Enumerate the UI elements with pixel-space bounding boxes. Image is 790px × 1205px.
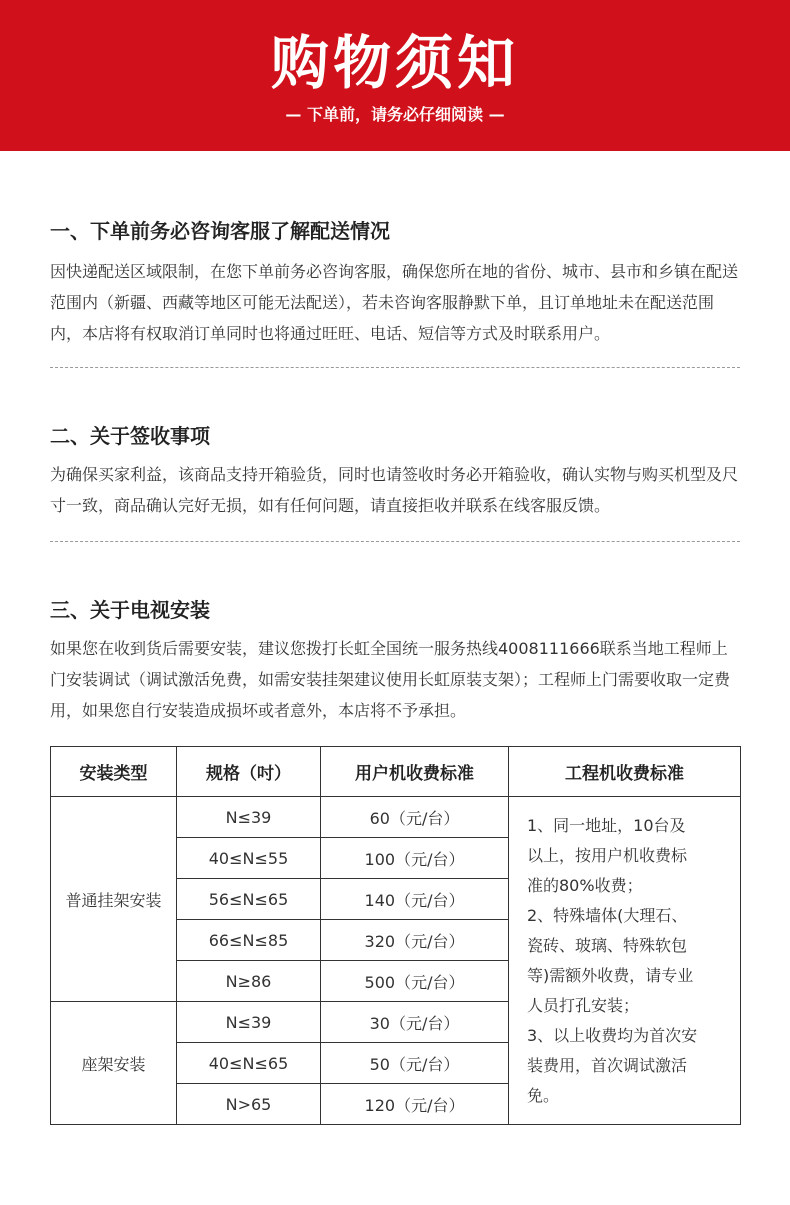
price-cell: 500（元/台） <box>321 961 509 1002</box>
spec-cell: N≤39 <box>177 1002 321 1043</box>
price-cell: 50（元/台） <box>321 1043 509 1084</box>
header-install-type: 安装类型 <box>51 747 177 797</box>
page-subtitle: — 下单前，请务必仔细阅读 — <box>285 105 505 124</box>
table-header-row <box>51 747 741 797</box>
price-cell: 140（元/台） <box>321 879 509 920</box>
note-line: 免。 <box>527 1086 560 1105</box>
note-line: 以上，按用户机收费标 <box>527 846 688 865</box>
price-cell: 60（元/台） <box>321 797 509 838</box>
section-title-delivery: 一、下单前务必咨询客服了解配送情况 <box>50 219 390 243</box>
install-type-cell: 座架安装 <box>51 1002 177 1125</box>
price-cell: 100（元/台） <box>321 838 509 879</box>
header-spec: 规格（吋） <box>177 747 321 797</box>
spec-cell: 56≤N≤65 <box>177 879 321 920</box>
section-divider <box>50 541 740 542</box>
note-line: 等)需额外收费，请专业 <box>527 966 694 985</box>
note-line: 3、以上收费均为首次安 <box>527 1026 698 1045</box>
header-engineering-fee: 工程机收费标准 <box>509 747 741 797</box>
section-title-installation: 三、关于电视安装 <box>50 598 210 622</box>
section-text-delivery: 因快递配送区域限制，在您下单前务必咨询客服，确保您所在地的省份、城市、县市和乡镇在配送范围内（新疆、西藏等地区可能无法配送），若未咨询客服静默下单，且订单地址未在配送范围内，本店将有权取消订单同时也将通过旺旺、电话、短信等方式及时联系用户。 <box>50 262 739 343</box>
spec-cell: N≥86 <box>177 961 321 1002</box>
table-row <box>51 797 741 838</box>
price-cell: 120（元/台） <box>321 1084 509 1125</box>
note-line: 2、特殊墙体(大理石、 <box>527 906 688 925</box>
note-line: 瓷砖、玻璃、特殊软包 <box>527 936 688 955</box>
price-cell: 320（元/台） <box>321 920 509 961</box>
spec-cell: N>65 <box>177 1084 321 1125</box>
note-line: 装费用，首次调试激活 <box>527 1056 688 1075</box>
spec-cell: N≤39 <box>177 797 321 838</box>
note-line: 人员打孔安装； <box>527 996 640 1015</box>
section-text-installation: 如果您在收到货后需要安装，建议您拨打长虹全国统一服务热线4008111666联系当地工程师上门安装调试（调试激活免费，如需安装挂架建议使用长虹原装支架）；工程师上门需要收取一定费用，如果您自行安装造成损坏或者意外，本店将不予承担。 <box>50 639 731 720</box>
header-banner <box>0 0 790 151</box>
price-cell: 30（元/台） <box>321 1002 509 1043</box>
section-title-signing: 二、关于签收事项 <box>50 424 210 448</box>
engineering-fee-note <box>509 797 741 1125</box>
installation-fee-table <box>50 746 741 1125</box>
spec-cell: 66≤N≤85 <box>177 920 321 961</box>
header-user-fee: 用户机收费标准 <box>321 747 509 797</box>
spec-cell: 40≤N≤65 <box>177 1043 321 1084</box>
notice-content <box>0 215 790 1125</box>
note-line: 准的80%收费； <box>527 876 643 895</box>
spec-cell: 40≤N≤55 <box>177 838 321 879</box>
install-type-cell: 普通挂架安装 <box>51 797 177 1002</box>
note-line: 1、同一地址，10台及 <box>527 816 686 835</box>
section-divider <box>50 367 740 368</box>
page-title: 购物须知 <box>270 29 519 97</box>
section-text-signing: 为确保买家利益，该商品支持开箱验货，同时也请签收时务必开箱验收，确认实物与购买机型及尺寸一致，商品确认完好无损，如有任何问题，请直接拒收并联系在线客服反馈。 <box>50 465 739 515</box>
